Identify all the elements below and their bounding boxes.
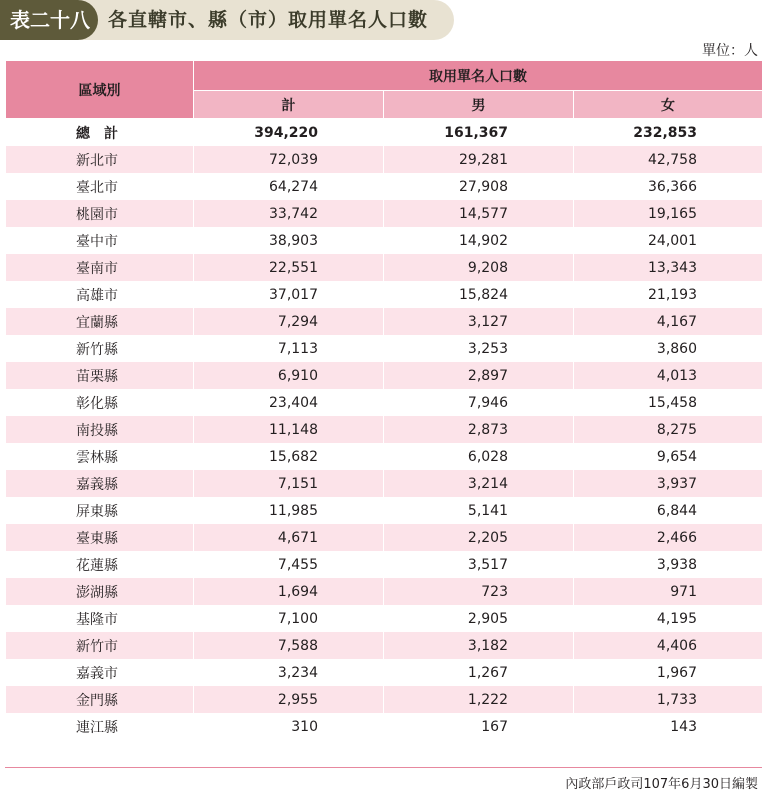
male-cell: 167 — [384, 713, 574, 740]
table-row — [6, 686, 763, 713]
unit-label: 單位：人 — [702, 43, 758, 59]
region-cell: 雲林縣 — [6, 443, 194, 470]
male-cell: 6,028 — [384, 443, 574, 470]
total-cell: 15,682 — [194, 443, 384, 470]
region-cell: 嘉義縣 — [6, 470, 194, 497]
male-cell: 2,897 — [384, 362, 574, 389]
female-cell: 232,853 — [574, 119, 763, 147]
table-row — [6, 632, 763, 659]
table-row — [6, 497, 763, 524]
region-cell: 新竹縣 — [6, 335, 194, 362]
total-cell: 2,955 — [194, 686, 384, 713]
table-row — [6, 281, 763, 308]
total-cell: 6,910 — [194, 362, 384, 389]
female-cell: 4,167 — [574, 308, 763, 335]
male-cell: 9,208 — [384, 254, 574, 281]
male-cell: 1,267 — [384, 659, 574, 686]
total-cell: 7,455 — [194, 551, 384, 578]
table-row — [6, 389, 763, 416]
male-cell: 1,222 — [384, 686, 574, 713]
total-cell: 7,151 — [194, 470, 384, 497]
table-row — [6, 524, 763, 551]
female-cell: 13,343 — [574, 254, 763, 281]
total-cell: 33,742 — [194, 200, 384, 227]
male-cell: 723 — [384, 578, 574, 605]
region-cell: 新竹市 — [6, 632, 194, 659]
male-cell: 2,905 — [384, 605, 574, 632]
table-row — [6, 443, 763, 470]
header-male: 男 — [384, 91, 574, 119]
male-cell: 29,281 — [384, 146, 574, 173]
female-cell: 4,406 — [574, 632, 763, 659]
region-cell: 臺北市 — [6, 173, 194, 200]
total-cell: 38,903 — [194, 227, 384, 254]
male-cell: 27,908 — [384, 173, 574, 200]
total-cell: 4,671 — [194, 524, 384, 551]
female-cell: 8,275 — [574, 416, 763, 443]
table-body — [6, 119, 763, 741]
table-row — [6, 173, 763, 200]
table-row — [6, 551, 763, 578]
region-cell: 澎湖縣 — [6, 578, 194, 605]
total-cell: 22,551 — [194, 254, 384, 281]
table-number-badge: 表二十八 — [0, 0, 98, 40]
female-cell: 9,654 — [574, 443, 763, 470]
table-row — [6, 578, 763, 605]
female-cell: 3,860 — [574, 335, 763, 362]
total-cell: 7,113 — [194, 335, 384, 362]
total-cell: 64,274 — [194, 173, 384, 200]
female-cell: 3,938 — [574, 551, 763, 578]
region-cell: 基隆市 — [6, 605, 194, 632]
female-cell: 2,466 — [574, 524, 763, 551]
female-cell: 19,165 — [574, 200, 763, 227]
table-row — [6, 308, 763, 335]
region-cell: 宜蘭縣 — [6, 308, 194, 335]
table-title-bar — [0, 0, 455, 40]
total-cell: 7,294 — [194, 308, 384, 335]
table-row — [6, 713, 763, 740]
female-cell: 4,195 — [574, 605, 763, 632]
male-cell: 161,367 — [384, 119, 574, 147]
female-cell: 971 — [574, 578, 763, 605]
region-cell: 新北市 — [6, 146, 194, 173]
female-cell: 21,193 — [574, 281, 763, 308]
male-cell: 2,873 — [384, 416, 574, 443]
header-female: 女 — [574, 91, 763, 119]
male-cell: 14,902 — [384, 227, 574, 254]
region-cell: 花蓮縣 — [6, 551, 194, 578]
female-cell: 143 — [574, 713, 763, 740]
table-row — [6, 254, 763, 281]
table-row — [6, 335, 763, 362]
table-row — [6, 200, 763, 227]
male-cell: 3,182 — [384, 632, 574, 659]
region-cell: 南投縣 — [6, 416, 194, 443]
region-cell: 彰化縣 — [6, 389, 194, 416]
male-cell: 7,946 — [384, 389, 574, 416]
table-row — [6, 227, 763, 254]
table-row — [6, 659, 763, 686]
total-cell: 3,234 — [194, 659, 384, 686]
total-cell: 72,039 — [194, 146, 384, 173]
female-cell: 6,844 — [574, 497, 763, 524]
male-cell: 3,253 — [384, 335, 574, 362]
male-cell: 2,205 — [384, 524, 574, 551]
female-cell: 1,733 — [574, 686, 763, 713]
table-title: 各直轄市、縣（市）取用單名人口數 — [108, 9, 429, 31]
population-table — [5, 60, 763, 740]
male-cell: 15,824 — [384, 281, 574, 308]
region-cell: 金門縣 — [6, 686, 194, 713]
total-cell: 310 — [194, 713, 384, 740]
total-cell: 1,694 — [194, 578, 384, 605]
region-cell: 桃園市 — [6, 200, 194, 227]
female-cell: 1,967 — [574, 659, 763, 686]
male-cell: 14,577 — [384, 200, 574, 227]
male-cell: 3,517 — [384, 551, 574, 578]
total-cell: 7,588 — [194, 632, 384, 659]
total-cell: 37,017 — [194, 281, 384, 308]
female-cell: 42,758 — [574, 146, 763, 173]
total-cell: 394,220 — [194, 119, 384, 147]
total-cell: 11,148 — [194, 416, 384, 443]
female-cell: 36,366 — [574, 173, 763, 200]
table-row — [6, 362, 763, 389]
male-cell: 3,214 — [384, 470, 574, 497]
region-cell: 連江縣 — [6, 713, 194, 740]
female-cell: 15,458 — [574, 389, 763, 416]
region-cell: 高雄市 — [6, 281, 194, 308]
total-row — [6, 119, 763, 147]
male-cell: 3,127 — [384, 308, 574, 335]
region-cell: 臺中市 — [6, 227, 194, 254]
total-cell: 23,404 — [194, 389, 384, 416]
table-row — [6, 470, 763, 497]
header-total: 計 — [194, 91, 384, 119]
table-row — [6, 605, 763, 632]
bottom-rule — [5, 767, 762, 768]
male-cell: 5,141 — [384, 497, 574, 524]
region-cell: 屏東縣 — [6, 497, 194, 524]
table-row — [6, 416, 763, 443]
total-cell: 7,100 — [194, 605, 384, 632]
female-cell: 3,937 — [574, 470, 763, 497]
total-cell: 11,985 — [194, 497, 384, 524]
table-row — [6, 146, 763, 173]
region-cell: 臺東縣 — [6, 524, 194, 551]
header-area: 區域別 — [6, 61, 194, 119]
header-group: 取用單名人口數 — [194, 61, 763, 91]
female-cell: 4,013 — [574, 362, 763, 389]
region-cell: 嘉義市 — [6, 659, 194, 686]
female-cell: 24,001 — [574, 227, 763, 254]
region-cell: 臺南市 — [6, 254, 194, 281]
region-cell: 總 計 — [6, 119, 194, 147]
region-cell: 苗栗縣 — [6, 362, 194, 389]
source-footnote: 內政部戶政司107年6月30日編製 — [565, 777, 758, 792]
